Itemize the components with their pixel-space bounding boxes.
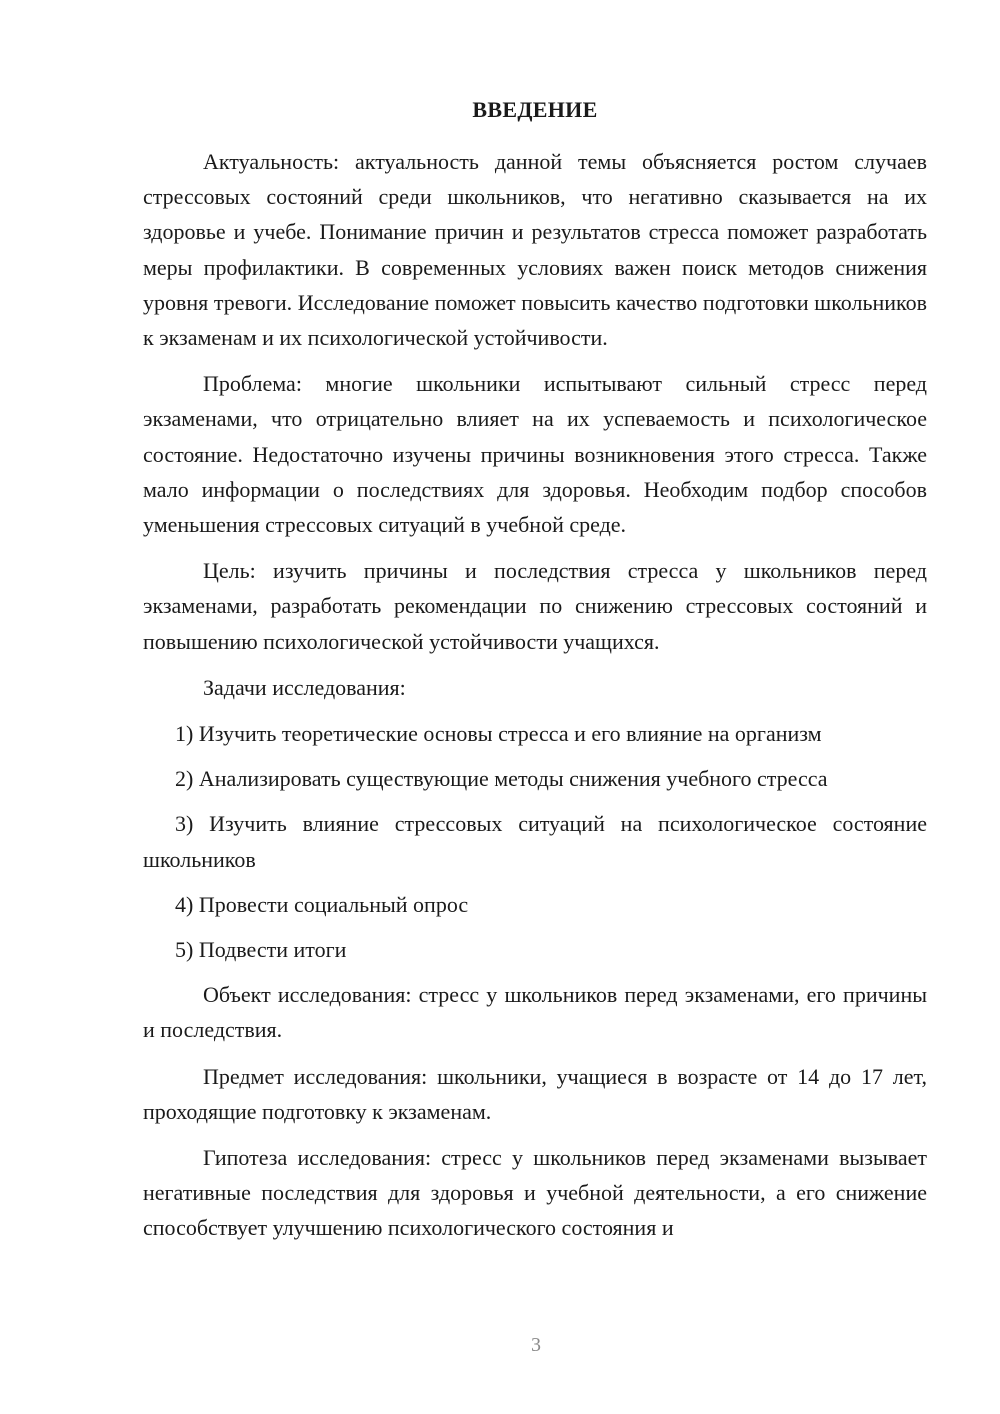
section-heading: ВВЕДЕНИЕ bbox=[472, 97, 598, 122]
task-item-1: 1) Изучить теоретические основы стресса и его влияние на организм bbox=[175, 721, 822, 747]
goal-paragraph: Цель: изучить причины и последствия стресса у школьников перед экзаменами, разработать рекомендации по снижению стрессовых состояний и повышению психологической устойчивости учащихся. bbox=[143, 558, 927, 654]
task-item-2: 2) Анализировать существующие методы снижения учебного стресса bbox=[175, 766, 828, 792]
task-item-3: 3) Изучить влияние стрессовых ситуаций на психологическое состояние школьников bbox=[143, 811, 927, 872]
object-paragraph: Объект исследования: стресс у школьников перед экзаменами, его причины и последствия. bbox=[143, 982, 927, 1043]
problem-paragraph: Проблема: многие школьники испытывают сильный стресс перед экзаменами, что отрицательно влияет на их успеваемость и психологическое состояние. Недостаточно изучены причины возникновения этого стресса. Также мало информации о последствиях для здоровья. Необходим подбор способов уменьшения стрессовых ситуаций в учебной среде. bbox=[143, 371, 927, 538]
page-content bbox=[143, 95, 927, 1257]
subject-paragraph: Предмет исследования: школьники, учащиеся в возрасте от 14 до 17 лет, проходящие подготовку к экзаменам. bbox=[143, 1063, 927, 1124]
relevance-paragraph: Актуальность: актуальность данной темы объясняется ростом случаев стрессовых состояний среди школьников, что негативно сказывается на их здоровье и учебе. Понимание причин и результатов стресса поможет разработать меры профилактики. В современных условиях важен поиск методов снижения уровня тревоги. Исследование поможет повысить качество подготовки школьников к экзаменам и их психологической устойчивости. bbox=[143, 149, 927, 351]
hypothesis-paragraph: Гипотеза исследования: стресс у школьников перед экзаменами вызывает негативные последствия для здоровья и учебной деятельности, а его снижение способствует улучшению психологического состояния и bbox=[143, 1145, 927, 1241]
tasks-heading: Задачи исследования: bbox=[203, 674, 406, 700]
page-number: 3 bbox=[531, 1334, 541, 1356]
task-item-4: 4) Провести социальный опрос bbox=[175, 891, 469, 917]
task-item-5: 5) Подвести итоги bbox=[175, 937, 347, 963]
